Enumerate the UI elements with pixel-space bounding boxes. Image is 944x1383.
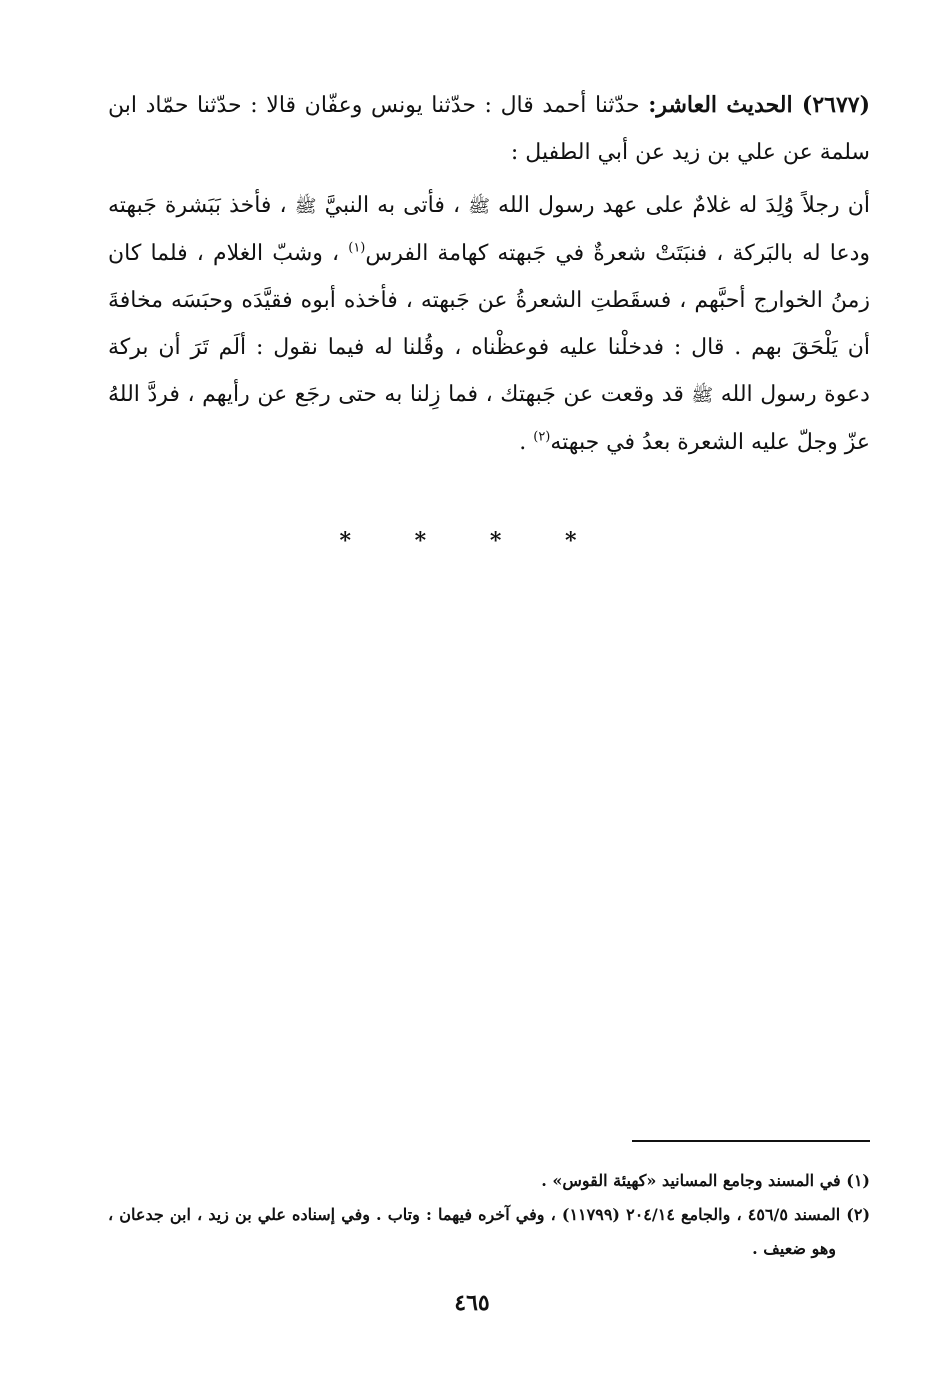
page-number: ٤٦٥ xyxy=(454,1290,490,1316)
matn-end-punctuation: . xyxy=(519,430,534,455)
footnotes-section xyxy=(108,1164,870,1266)
salawat-symbol: ﷺ xyxy=(691,385,714,406)
footnote-divider xyxy=(632,1140,870,1142)
salawat-symbol: ﷺ xyxy=(294,196,317,217)
hadith-body xyxy=(108,82,870,466)
hadith-isnad: حدّثنا أحمد قال : حدّثنا يونس وعفّان قالا : حدّثنا حمّاد ابن سلمة عن علي بن زيد عن أبي الطفيل : xyxy=(108,93,870,165)
matn-text-4: ، وشبّ الغلام ، فلما كان زمنُ الخوارج أحبَّهم ، فسقَطتِ الشعرةُ عن جَبهته ، فأخذه أبوه فقيَّدَه وحبَسَه مخافةَ أن يَلْحَقَ بهم . قال : فدخلْنا عليه فوعظْناه ، وقُلنا له فيما نقول : ألَم تَرَ أن بركة دعوة رسول الله xyxy=(108,241,870,407)
hadith-number-label: (٢٦٧٧) الحديث العاشر: xyxy=(648,92,870,118)
matn-text-3: ، فأخذ بَبَشرة جَبهته ودعا له بالبَركة ، فنبَتَتْ شعرةٌ في جَبهته كهامة الفرس xyxy=(108,193,870,266)
salawat-symbol: ﷺ xyxy=(468,196,490,217)
hadith-matn-paragraph xyxy=(108,182,870,466)
matn-text-1: أن رجلاً وُلِدَ له غلامٌ على عهد رسول الله xyxy=(489,193,871,218)
matn-text-5: قد وقعت عن جَبهتك ، فما زِلنا به حتى رجَع عن رأيهم ، فردَّ اللهُ عزّ وجلّ عليه الشعرة بعدُ في جبهته xyxy=(108,382,870,455)
footnote-2: (٢) المسند ٤٥٦/٥ ، والجامع ٢٠٤/١٤ (١١٧٩٩) ، وفي آخره فيهما : وتاب . وفي إسناده علي بن زيد ، ابن جدعان ، وهو ضعيف . xyxy=(108,1205,871,1258)
separator-asterisk: * xyxy=(489,528,530,554)
separator-asterisk: * xyxy=(414,528,455,554)
footnote-reference-1[interactable]: (١) xyxy=(348,240,366,256)
matn-text-2: ، فأتى به النبيَّ xyxy=(316,193,469,218)
section-separator xyxy=(0,528,944,554)
hadith-isnad-paragraph xyxy=(108,82,870,176)
footnote-reference-2[interactable]: (٢) xyxy=(533,429,551,445)
footnote-1: (١) في المسند وجامع المسانيد «كهيئة القوس» . xyxy=(541,1171,870,1190)
separator-asterisk: * xyxy=(565,528,605,554)
separator-asterisk: * xyxy=(339,528,379,554)
